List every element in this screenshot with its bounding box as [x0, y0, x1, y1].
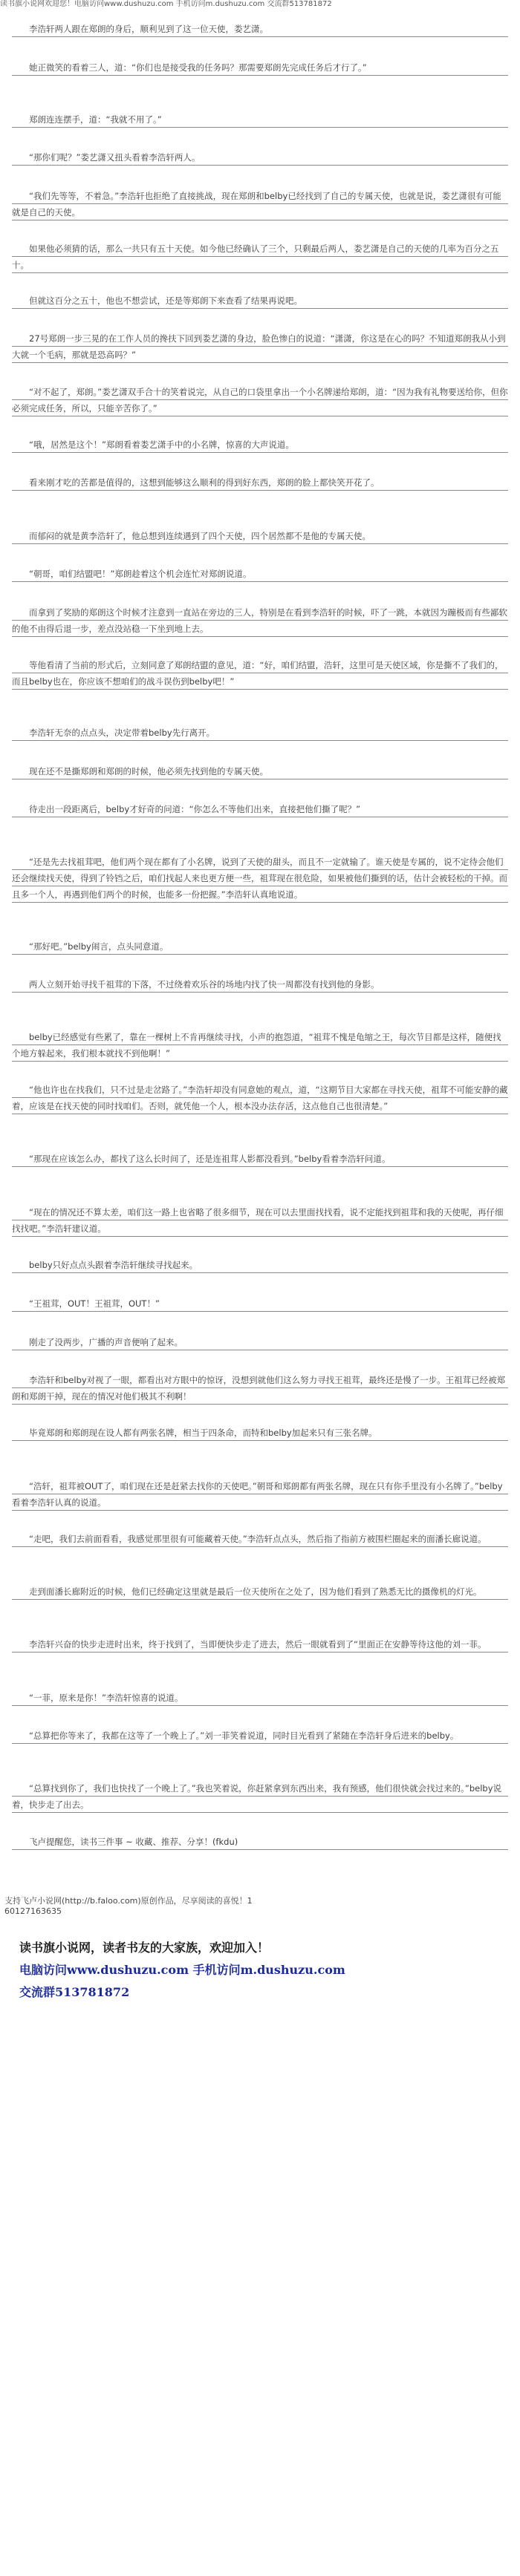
paragraph: “总算找到你了，我们也快找了一个晚上了。”我也笑着说，你赶紧拿到东西出来，我有预感，他们很快就会找过来的。”belby说着，快步走了出去。 [12, 1780, 508, 1813]
paragraph: 李浩轩两人跟在郑朗的身后，顺利见到了这一位天使，娄艺潇。 [12, 21, 508, 37]
ad-urls[interactable]: 电脑访问www.dushuzu.com 手机访问m.dushuzu.com [19, 1963, 345, 1977]
paragraph: “走吧，我们去前面看看，我感觉那里很有可能藏着天使。”李浩轩点点头，然后指了指前方被围栏圈起来的面潘长廊说道。 [12, 1531, 508, 1547]
paragraph: 李浩轩兴奋的快步走进时出来，终于找到了，当即便快步走了进去，然后一眼就看到了“里面正在安静等待这他的刘一菲。 [12, 1636, 508, 1653]
paragraph: 而郁闷的就是黄李浩轩了，他总想到连续遇到了四个天使，四个居然都不是他的专属天使。 [12, 528, 508, 544]
paragraph: 27号郑朗一步三晃的在工作人员的搀扶下回到娄艺潇的身边，脸色惨白的说道：“潇潇，你这是在心的吗？不知道郑朗我从小到大就一个毛病，那就是恐高吗？” [12, 330, 508, 363]
paragraph: “总算把你等来了，我都在这等了一个晚上了。”刘一菲笑着说道，同时目光看到了紧随在李浩轩身后进来的belby。 [12, 1727, 508, 1744]
paragraph: belby只好点点头跟着李浩轩继续寻找起来。 [12, 1257, 508, 1273]
paragraph: 毕竟郑朗和郑朗现在设人都有两张名牌，相当于四条命，而特和belby加起来只有三张名牌。 [12, 1425, 508, 1441]
paragraph: 两人立刻开始寻找千祖茸的下落，不过绕着欢乐谷的场地内找了快一周都没有找到他的身影。 [12, 976, 508, 993]
paragraph: 郑朗连连摆手，道：“我就不用了。” [12, 111, 508, 128]
paragraph: “还是先去找祖茸吧，他们两个现在都有了小名牌，说到了天使的甜头，而且不一定就输了。谁天使是专属的，说不定待会他们还会继续找天使，得到了铃铛之后，咱们找起人来也更方便一些，祖茸现在很危险，如果被他们撕到的话，估计会被轻松的干掉。而且多一个人，再遇到他们两个的时候，也能多一份把握。”李浩轩认真地说道。 [12, 854, 508, 903]
paragraph: 刚走了没两步，广播的声音便响了起来。 [12, 1334, 508, 1350]
paragraph: “哦，居然是这个！”郑朗看着娄艺潇手中的小名牌，惊喜的大声说道。 [12, 437, 508, 453]
closing-note: 飞卢提醒您，读书三件事 ~ 收藏、推荐、分享！(fkdu) [12, 1834, 508, 1850]
site-banner: 读书旗小说网欢迎您！电脑访问www.dushuzu.com 手机访问m.dushuzu.com 交流群513781872 [0, 0, 332, 8]
paragraph: 等他看清了当前的形式后，立刻同意了郑朗结盟的意见，道：“好，咱们结盟，浩轩，这里可是天使区域，你是撕不了我们的，而且belby也在，你应该不想咱们的战斗误伤到belby吧！” [12, 657, 508, 690]
paragraph: “浩轩，祖茸被OUT了，咱们现在还是赶紧去找你的天使吧。”朝哥和郑朗都有两张名牌，现在只有你手里没有小名牌了。”belby看着李浩轩认真的说道。 [12, 1478, 508, 1511]
paragraph: 现在还不是撕郑朗和郑朗的时候，他必须先找到他的专属天使。 [12, 763, 508, 779]
paragraph: 待走出一段距离后，belby才好奇的问道：“你怎么不等他们出来，直接把他们撕了呢？” [12, 801, 508, 817]
paragraph: 而拿到了奖励的郑朗这个时候才注意到一直站在旁边的三人，特别是在看到李浩轩的时候，吓了一跳，本就因为蹦极而有些鄙软的他不由得后退一步，差点没站稳一下坐到地上去。 [12, 604, 508, 637]
id-line: 60127163635 [4, 1906, 62, 1916]
paragraph: “王祖茸，OUT！王祖茸，OUT！” [12, 1295, 508, 1312]
paragraph: 李浩轩无奈的点点头，决定带着belby先行离开。 [12, 725, 508, 741]
paragraph: belby已经感觉有些累了，靠在一棵树上不肯再继续寻找，小声的抱怨道，“祖茸不愧是龟缩之王，每次节目都是这样，随便找个地方躲起来，我们根本就找不到他啊！” [12, 1029, 508, 1062]
ad-welcome: 读书旗小说网，读者书友的大家族，欢迎加入！ [19, 1941, 270, 1955]
paragraph: 走到面潘长廊附近的时候，他们已经确定这里就是最后一位天使所在之处了，因为他们看到了熟悉无比的摄像机的灯光。 [12, 1583, 508, 1600]
paragraph: 她正微笑的看着三人，道：“你们也是接受我的任务吗？那需要郑朗先完成任务后才行了。” [12, 59, 508, 76]
paragraph: 但就这百分之五十，他也不想尝试，还是等郑朗下来查看了结果再说吧。 [12, 292, 508, 309]
paragraph: “他也许也在找我们，只不过是走岔路了。”李浩轩却没有同意她的观点，道，“这期节目大家都在寻找天使，祖茸不可能安静的藏着，应该是在找天使的同时找咱们。否则，就凭他一个人，根本没办法存活，这点他自己也很清楚。” [12, 1082, 508, 1114]
paragraph: “我们先等等，不着急。”李浩轩也拒绝了直接挑战，现在郑朗和belby已经找到了自己的专属天使，也就是说，娄艺潇很有可能就是自己的天使。 [12, 188, 508, 220]
paragraph: 李浩轩和belby对视了一眼，都看出对方眼中的惊讶，没想到就他们这么努力寻找王祖茸，最终还是慢了一步。王祖茸已经被郑朗和郑朗干掉，现在的情况对他们极其不利啊！ [12, 1372, 508, 1405]
paragraph: “那现在应该怎么办，都找了这么长时间了，还是连祖茸人影都没看到。”belby看着李浩轩问道。 [12, 1151, 508, 1167]
paragraph: 看来刚才吃的苦都是值得的，这想到能够这么顺利的得到好东西，郑朗的脸上都快笑开花了。 [12, 474, 508, 491]
paragraph: “那好吧。”belby闹言，点头同意道。 [12, 938, 508, 955]
paragraph: “朝哥，咱们结盟吧！”郑朗趁着这个机会连忙对郑朗说道。 [12, 566, 508, 582]
paragraph: “对不起了，郑朗。”娄艺潇双手合十的笑着说完，从自己的口袋里拿出一个小名牌递给郑朗，道：“因为我有礼物要送给你，但你必须完成任务，所以，只能辛苦你了。” [12, 384, 508, 416]
support-line: 支持飞卢小说网(http://b.faloo.com)原创作品，尽享阅读的喜悦！1 [4, 1896, 253, 1906]
paragraph: “现在的情况还不算太差，咱们这一路上也省略了很多细节，现在可以去里面找找看，说不定能找到祖茸和我的天使呢，再仔细找找吧。”李浩轩建议道。 [12, 1204, 508, 1237]
ad-qq-group: 交流群513781872 [19, 1985, 130, 1999]
paragraph: “一菲，原来是你！”李浩轩惊喜的说道。 [12, 1690, 508, 1706]
paragraph: 如果他必须猜的话，那么一共只有五十天使。如今他已经确认了三个，只剩最后两人，娄艺潇是自己的天使的几率为百分之五十。 [12, 241, 508, 273]
paragraph: “那你们呢？”娄艺潇又扭头看着李浩轩两人。 [12, 149, 508, 166]
